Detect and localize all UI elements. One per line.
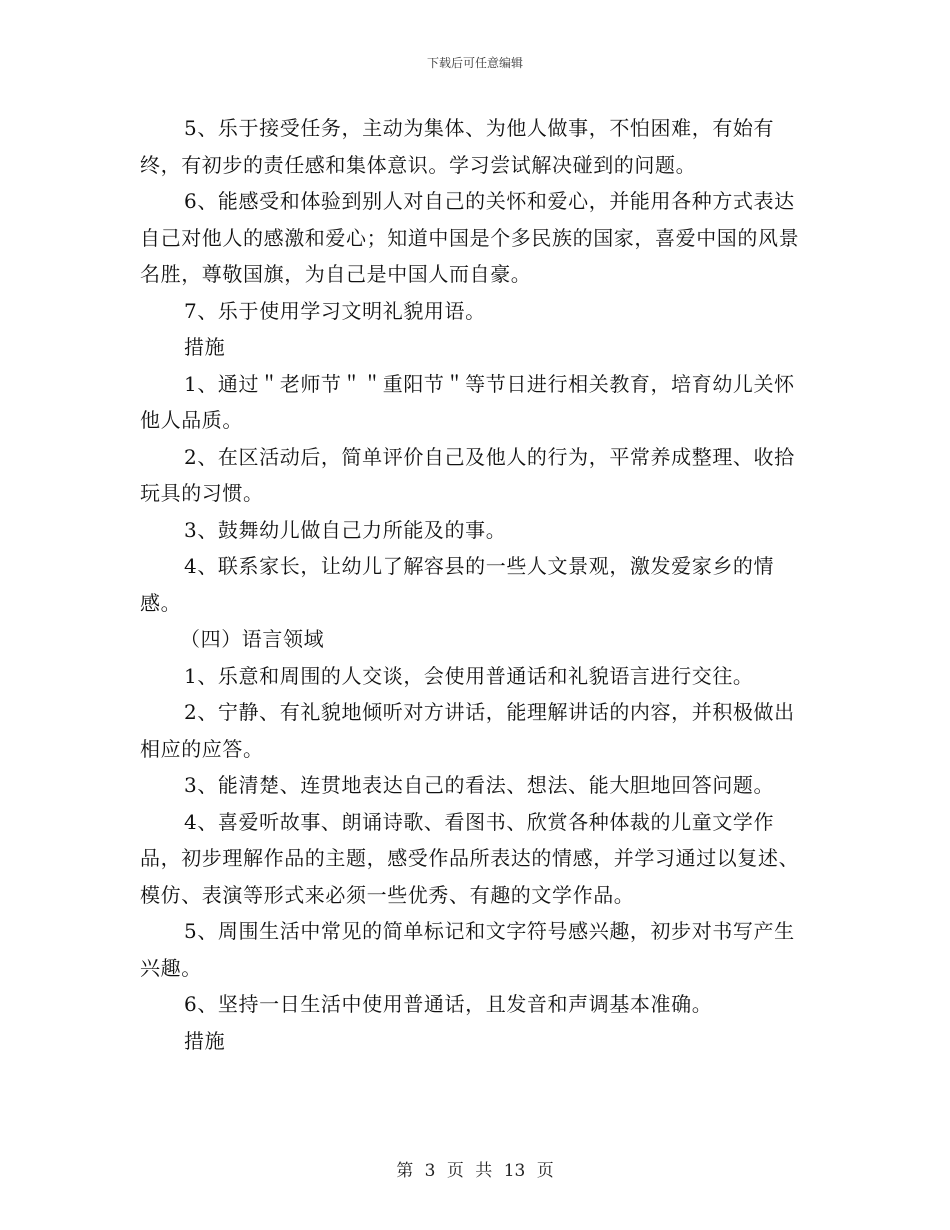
language-goal-1: 1、乐意和周围的人交谈，会使用普通话和礼貌语言进行交往。	[184, 663, 754, 688]
goal-item-6: 6、能感受和体验到别人对自己的关怀和爱心，并能用各种方式表达自己对他人的感激和爱心；知道中国是个多民族的国家，喜爱中国的风景名胜，尊敬国旗，为自己是中国人而自豪。	[140, 189, 800, 286]
measure-item-4: 4、联系家长，让幼儿了解容县的一些人文景观，激发爱家乡的情感。	[140, 554, 775, 615]
page-header: 下载后可任意编辑	[426, 56, 523, 70]
measures-heading: 措施	[184, 335, 226, 359]
language-goal-5: 5、周围生活中常见的简单标记和文字符号感兴趣，初步对书写产生兴趣。	[140, 919, 795, 980]
measure-item-2: 2、在区活动后，简单评价自己及他人的行为，平常养成整理、收拾玩具的习惯。	[140, 444, 795, 505]
measure-item-3: 3、鼓舞幼儿做自己力所能及的事。	[184, 517, 507, 542]
section-heading-language: （四）语言领域	[180, 627, 325, 651]
language-goal-2: 2、宁静、有礼貌地倾听对方讲话，能理解讲话的内容，并积极做出相应的应答。	[140, 700, 795, 761]
document-body	[140, 110, 808, 1059]
goal-item-7: 7、乐于使用学习文明礼貌用语。	[184, 298, 486, 323]
measures-heading-language: 措施	[184, 1028, 226, 1053]
page-number-footer: 第 3 页 共 13 页	[396, 1161, 554, 1181]
language-goal-6: 6、坚持一日生活中使用普通话，且发音和声调基本准确。	[184, 992, 713, 1016]
language-goal-3: 3、能清楚、连贯地表达自己的看法、想法、能大胆地回答问题。	[184, 773, 775, 797]
measure-item-1: 1、通过＂老师节＂＂重阳节＂等节日进行相关教育，培育幼儿关怀他人品质。	[140, 371, 795, 432]
language-goal-4: 4、喜爱听故事、朗诵诗歌、看图书、欣赏各种体裁的儿童文学作品，初步理解作品的主题，感受作品所表达的情感，并学习通过以复述、模仿、表演等形式来必须一些优秀、有趣的文学作品。	[140, 809, 800, 907]
goal-item-5: 5、乐于接受任务，主动为集体、为他人做事，不怕困难，有始有终，有初步的责任感和集体意识。学习尝试解决碰到的问题。	[140, 116, 775, 177]
